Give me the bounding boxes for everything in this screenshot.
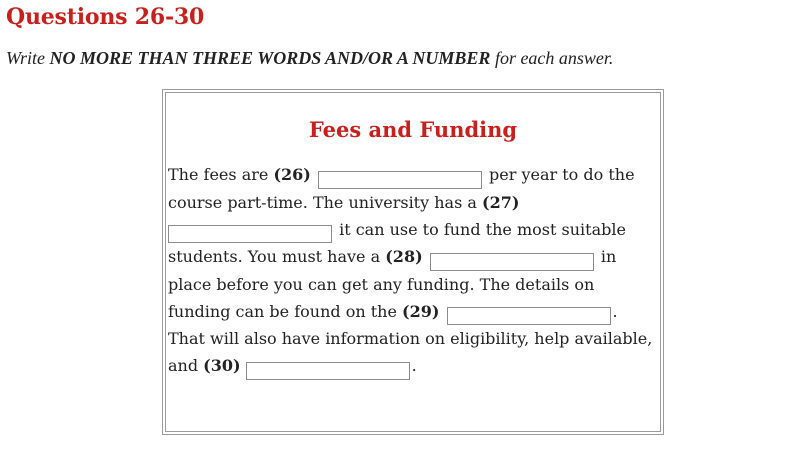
question-number-28: (28) <box>385 247 423 266</box>
answer-field-30[interactable] <box>246 362 410 380</box>
question-box <box>162 89 664 435</box>
passage-text-6: . <box>411 356 417 375</box>
passage-text-1: The fees are <box>168 165 274 184</box>
question-box-inner <box>165 92 661 432</box>
passage-text-4: in place before you can get any funding. The details on funding can be found on the <box>168 247 617 321</box>
instruction-prefix: Write <box>6 48 50 68</box>
question-number-30: (30) <box>203 356 241 375</box>
passage-text-2: per year to do the course part-time. The university has a <box>168 165 635 212</box>
answer-field-27[interactable] <box>168 225 332 243</box>
questions-heading: Questions 26-30 <box>6 4 205 30</box>
answer-field-29[interactable] <box>447 307 611 325</box>
instruction-suffix: for each answer. <box>490 48 614 68</box>
form-title: Fees and Funding <box>308 117 518 142</box>
form-passage <box>168 161 658 380</box>
instruction-text <box>6 48 613 69</box>
passage-text-3: it can use to fund the most suitable students. You must have a <box>168 219 626 266</box>
answer-field-28[interactable] <box>430 253 594 271</box>
passage-text-5: . That will also have information on eligibility, help available, and <box>168 301 653 375</box>
instruction-emphasis: NO MORE THAN THREE WORDS AND/OR A NUMBER <box>49 48 491 68</box>
question-number-27: (27) <box>482 192 520 212</box>
question-number-29: (29) <box>402 301 440 321</box>
answer-field-26[interactable] <box>318 171 482 189</box>
question-number-26: (26) <box>273 165 311 184</box>
